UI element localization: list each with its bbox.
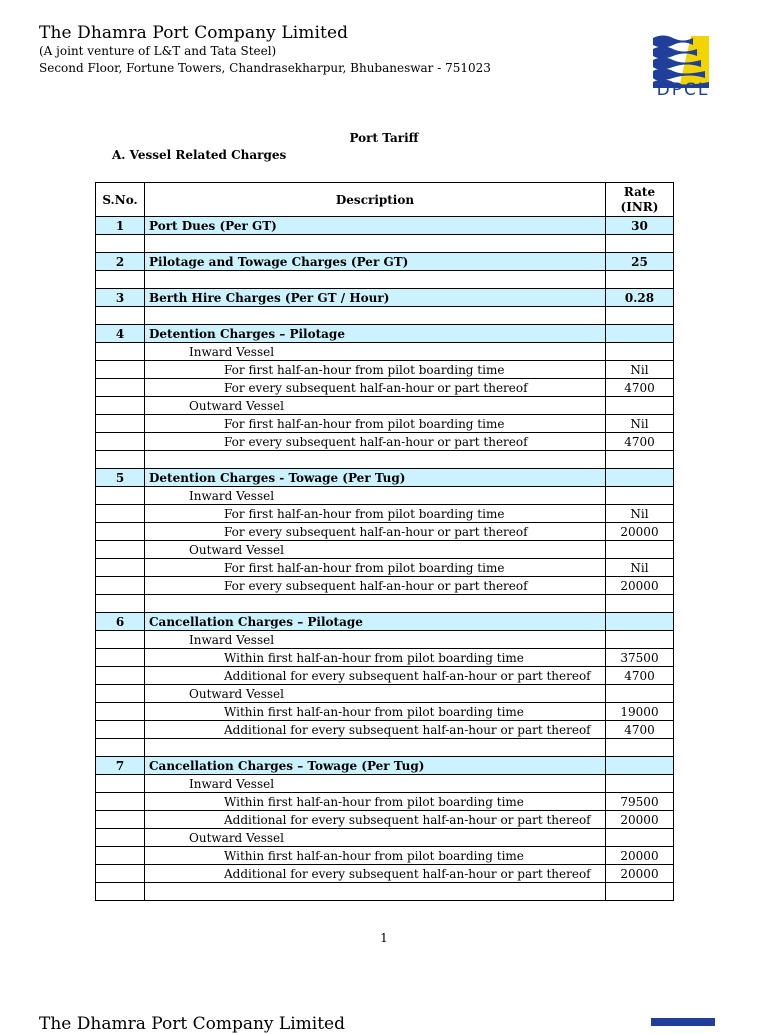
cell-sno	[96, 523, 145, 541]
cell-sno: 1	[96, 217, 145, 235]
cell-description: For every subsequent half-an-hour or part thereof	[145, 433, 606, 451]
cell-description: Additional for every subsequent half-an-hour or part thereof	[145, 721, 606, 739]
cell-rate	[606, 397, 674, 415]
table-row	[96, 487, 674, 505]
table-row	[96, 325, 674, 343]
cell-sno	[96, 559, 145, 577]
cell-rate	[606, 487, 674, 505]
cell-sno	[96, 235, 145, 253]
cell-sno	[96, 703, 145, 721]
table-row	[96, 289, 674, 307]
blank-row	[96, 595, 674, 613]
table-row	[96, 613, 674, 631]
footer-company-name: The Dhamra Port Company Limited	[39, 1014, 345, 1034]
cell-description: Inward Vessel	[145, 487, 606, 505]
cell-sno	[96, 847, 145, 865]
cell-sno	[96, 811, 145, 829]
cell-description: For every subsequent half-an-hour or part thereof	[145, 523, 606, 541]
header-description: Description	[145, 183, 606, 217]
joint-venture-note: (A joint venture of L&T and Tata Steel)	[39, 44, 277, 58]
cell-sno: 5	[96, 469, 145, 487]
cell-sno	[96, 649, 145, 667]
header-sno: S.No.	[96, 183, 145, 217]
cell-rate	[606, 451, 674, 469]
table-row	[96, 811, 674, 829]
cell-description: Within first half-an-hour from pilot boarding time	[145, 703, 606, 721]
document-title: Port Tariff	[349, 131, 419, 145]
cell-description	[145, 451, 606, 469]
cell-sno	[96, 505, 145, 523]
cell-rate: 0.28	[606, 289, 674, 307]
cell-sno	[96, 631, 145, 649]
cell-sno	[96, 865, 145, 883]
table-row	[96, 577, 674, 595]
cell-rate	[606, 613, 674, 631]
table-row	[96, 505, 674, 523]
cell-rate	[606, 685, 674, 703]
section-title: A. Vessel Related Charges	[112, 148, 287, 162]
blank-row	[96, 235, 674, 253]
cell-description	[145, 739, 606, 757]
table-row	[96, 415, 674, 433]
table-row	[96, 559, 674, 577]
cell-sno	[96, 379, 145, 397]
cell-description: Inward Vessel	[145, 775, 606, 793]
cell-rate: Nil	[606, 559, 674, 577]
table-row	[96, 631, 674, 649]
cell-rate	[606, 829, 674, 847]
cell-sno	[96, 361, 145, 379]
tariff-table	[95, 182, 674, 901]
cell-rate: 20000	[606, 865, 674, 883]
cell-description	[145, 595, 606, 613]
cell-sno	[96, 685, 145, 703]
cell-description: Within first half-an-hour from pilot boarding time	[145, 793, 606, 811]
cell-rate	[606, 469, 674, 487]
cell-rate	[606, 739, 674, 757]
cell-rate: 20000	[606, 847, 674, 865]
cell-rate: 20000	[606, 577, 674, 595]
cell-sno: 2	[96, 253, 145, 271]
cell-rate: 4700	[606, 433, 674, 451]
table-row	[96, 217, 674, 235]
cell-rate: 30	[606, 217, 674, 235]
cell-sno	[96, 307, 145, 325]
cell-sno	[96, 397, 145, 415]
cell-sno	[96, 667, 145, 685]
table-row	[96, 433, 674, 451]
cell-sno	[96, 271, 145, 289]
table-row	[96, 379, 674, 397]
cell-description: For every subsequent half-an-hour or part thereof	[145, 577, 606, 595]
cell-rate: 20000	[606, 523, 674, 541]
cell-rate	[606, 325, 674, 343]
cell-description: Cancellation Charges – Towage (Per Tug)	[145, 757, 606, 775]
cell-description: Detention Charges - Towage (Per Tug)	[145, 469, 606, 487]
cell-sno	[96, 343, 145, 361]
footer-logo-icon	[651, 1018, 715, 1026]
table-row	[96, 847, 674, 865]
cell-sno	[96, 595, 145, 613]
company-name: The Dhamra Port Company Limited	[39, 23, 349, 43]
cell-rate	[606, 343, 674, 361]
cell-description	[145, 883, 606, 901]
table-header-row	[96, 183, 674, 217]
cell-rate	[606, 307, 674, 325]
cell-description: For first half-an-hour from pilot boarding time	[145, 559, 606, 577]
cell-description: For every subsequent half-an-hour or part thereof	[145, 379, 606, 397]
cell-sno	[96, 775, 145, 793]
table-row	[96, 523, 674, 541]
cell-description: Additional for every subsequent half-an-hour or part thereof	[145, 865, 606, 883]
cell-rate: 20000	[606, 811, 674, 829]
table-row	[96, 469, 674, 487]
cell-rate	[606, 775, 674, 793]
header-rate: Rate (INR)	[606, 183, 674, 217]
cell-description: For first half-an-hour from pilot boarding time	[145, 415, 606, 433]
table-row	[96, 343, 674, 361]
cell-description: Outward Vessel	[145, 685, 606, 703]
cell-sno: 6	[96, 613, 145, 631]
table-row	[96, 541, 674, 559]
cell-description: Cancellation Charges – Pilotage	[145, 613, 606, 631]
table-row	[96, 829, 674, 847]
cell-description: Inward Vessel	[145, 631, 606, 649]
cell-description: Within first half-an-hour from pilot boarding time	[145, 649, 606, 667]
cell-rate: 79500	[606, 793, 674, 811]
blank-row	[96, 883, 674, 901]
cell-rate: 25	[606, 253, 674, 271]
blank-row	[96, 271, 674, 289]
cell-description	[145, 271, 606, 289]
cell-description: Berth Hire Charges (Per GT / Hour)	[145, 289, 606, 307]
cell-description: Additional for every subsequent half-an-hour or part thereof	[145, 811, 606, 829]
cell-rate: 37500	[606, 649, 674, 667]
cell-sno	[96, 487, 145, 505]
cell-sno	[96, 451, 145, 469]
cell-sno: 3	[96, 289, 145, 307]
cell-sno	[96, 541, 145, 559]
page-number: 1	[380, 931, 388, 945]
cell-sno	[96, 739, 145, 757]
cell-sno	[96, 883, 145, 901]
table-row	[96, 721, 674, 739]
cell-sno	[96, 415, 145, 433]
table-row	[96, 253, 674, 271]
cell-rate	[606, 883, 674, 901]
table-row	[96, 361, 674, 379]
cell-description: Additional for every subsequent half-an-hour or part thereof	[145, 667, 606, 685]
cell-rate: 4700	[606, 379, 674, 397]
table-row	[96, 685, 674, 703]
cell-sno	[96, 829, 145, 847]
cell-description: Outward Vessel	[145, 541, 606, 559]
cell-description: Pilotage and Towage Charges (Per GT)	[145, 253, 606, 271]
table-row	[96, 775, 674, 793]
cell-rate: Nil	[606, 415, 674, 433]
table-row	[96, 793, 674, 811]
blank-row	[96, 739, 674, 757]
cell-rate	[606, 541, 674, 559]
cell-rate	[606, 757, 674, 775]
cell-description: Outward Vessel	[145, 829, 606, 847]
cell-description	[145, 307, 606, 325]
cell-sno	[96, 433, 145, 451]
cell-rate	[606, 595, 674, 613]
cell-rate	[606, 631, 674, 649]
cell-description: Inward Vessel	[145, 343, 606, 361]
cell-sno: 4	[96, 325, 145, 343]
company-address: Second Floor, Fortune Towers, Chandrasekharpur, Bhubaneswar - 751023	[39, 61, 491, 75]
cell-rate: 4700	[606, 667, 674, 685]
cell-description: Outward Vessel	[145, 397, 606, 415]
table-row	[96, 757, 674, 775]
cell-sno	[96, 577, 145, 595]
cell-rate: Nil	[606, 361, 674, 379]
table-row	[96, 397, 674, 415]
cell-description: Within first half-an-hour from pilot boarding time	[145, 847, 606, 865]
cell-description	[145, 235, 606, 253]
cell-sno	[96, 721, 145, 739]
table-row	[96, 667, 674, 685]
blank-row	[96, 451, 674, 469]
cell-description: For first half-an-hour from pilot boarding time	[145, 505, 606, 523]
cell-rate: 4700	[606, 721, 674, 739]
cell-rate	[606, 235, 674, 253]
cell-sno: 7	[96, 757, 145, 775]
cell-sno	[96, 793, 145, 811]
cell-rate	[606, 271, 674, 289]
cell-rate: 19000	[606, 703, 674, 721]
table-row	[96, 703, 674, 721]
cell-description: Detention Charges – Pilotage	[145, 325, 606, 343]
table-row	[96, 649, 674, 667]
cell-description: Port Dues (Per GT)	[145, 217, 606, 235]
table-row	[96, 865, 674, 883]
logo-text: DPCL	[656, 80, 710, 100]
table-body	[96, 217, 674, 901]
cell-description: For first half-an-hour from pilot boarding time	[145, 361, 606, 379]
blank-row	[96, 307, 674, 325]
cell-rate: Nil	[606, 505, 674, 523]
